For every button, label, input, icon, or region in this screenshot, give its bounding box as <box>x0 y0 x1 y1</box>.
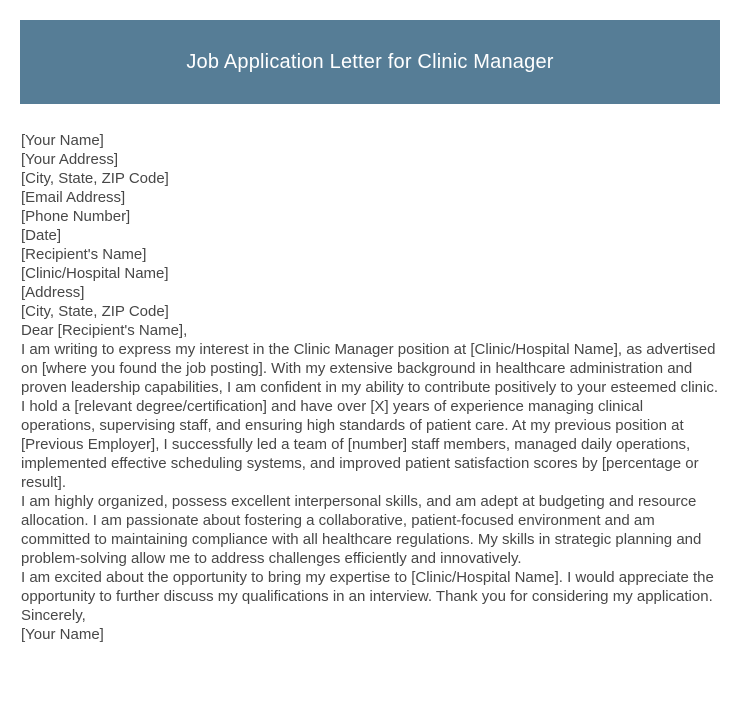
address-line: [Phone Number] <box>21 208 131 225</box>
letter-paragraph: I am writing to express my interest in the Clinic Manager position at [Clinic/Hospital Name], as advertised on [where you found the job posting]. With my extensive background in healthcare administration and proven leadership capabilities, I am confident in my ability to contribute positively to your esteemed clinic. <box>21 341 719 396</box>
page-title: Job Application Letter for Clinic Manager <box>186 50 554 73</box>
header-band <box>20 20 720 104</box>
address-line: [City, State, ZIP Code] <box>21 170 169 187</box>
address-line: [Recipient's Name] <box>21 246 147 263</box>
letter-paragraph: I am excited about the opportunity to bring my expertise to [Clinic/Hospital Name]. I would appreciate the opportunity to further discuss my qualifications in an interview. Thank you for considering my application. <box>21 569 714 605</box>
address-line: [Date] <box>21 227 62 244</box>
signature: [Your Name] <box>21 626 104 643</box>
letter-paragraph: I am highly organized, possess excellent interpersonal skills, and am adept at budgeting and resource allocation. I am passionate about fostering a collaborative, patient-focused environment and am committed to maintaining compliance with all healthcare regulations. My skills in strategic planning and problem-solving allow me to address challenges efficiently and innovatively. <box>21 493 702 567</box>
address-line: [Your Address] <box>21 151 119 168</box>
address-line: [Address] <box>21 284 85 301</box>
salutation: Dear [Recipient's Name], <box>21 322 188 339</box>
letter-paragraph: I hold a [relevant degree/certification] and have over [X] years of experience managing clinical operations, supervising staff, and ensuring high standards of patient care. At my previous position at [Previous Employer], I successfully led a team of [number] staff members, managed daily operations, implemented effective scheduling systems, and improved patient satisfaction scores by [percentage or result]. <box>21 398 699 491</box>
closing: Sincerely, <box>21 607 86 624</box>
address-line: [Your Name] <box>21 132 104 149</box>
address-line: [Email Address] <box>21 189 126 206</box>
address-line: [Clinic/Hospital Name] <box>21 265 169 282</box>
address-line: [City, State, ZIP Code] <box>21 303 169 320</box>
letter-body <box>21 131 721 644</box>
